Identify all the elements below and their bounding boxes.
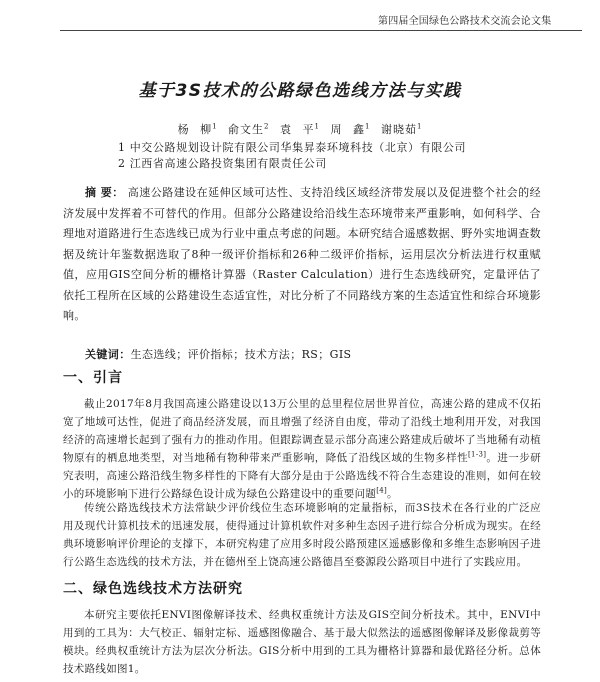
running-header: 第四届全国绿色公路技术交流会论文集 <box>378 16 552 27</box>
body-paragraph <box>63 395 541 503</box>
body-paragraph: 传统公路选线技术方法常缺少评价线位生态环境影响的定量指标，而3S技术在各行业的广泛应用及现代计算机技术的迅速发展，使得通过计算机软件对多种生态因子进行综合分析成为现实。在经典环境影响评价理论的支撑下，本研究构建了应用多时段公路预建区遥感影像和多维生态影响因子进行公路生态选线的技术方法，并在德州至上饶高速公路德昌至婺源段公路项目中进行了实践应用。 <box>63 502 541 568</box>
author-name: 袁 平 <box>280 123 315 136</box>
section-heading: 一、引言 <box>63 370 123 386</box>
section-heading: 二、绿色选线技术方法研究 <box>63 581 243 597</box>
abstract <box>63 183 541 327</box>
author-name: 谢晓茹 <box>380 123 417 136</box>
author-affil-mark: 2 <box>264 122 270 131</box>
header-divider <box>60 30 582 31</box>
author-affil-mark: 1 <box>314 122 320 131</box>
body-paragraph: 本研究主要依托ENVI图像解译技术、经典权重统计方法及GIS空间分析技术。其中，ENVI中用到的工具为：大气校正、辐射定标、遥感图像融合、基于最大似然法的遥感图像解译及影像裁剪等模块。经典权重统计方法为层次分析法。GIS分析中用到的工具为栅格计算器和最优路径分析。总体技术路线如图1。 <box>63 609 541 675</box>
affiliation: 2 江西省高速公路投资集团有限责任公司 <box>118 157 327 170</box>
author-name: 周 鑫 <box>330 123 365 136</box>
citation: [4] <box>376 486 388 495</box>
keywords <box>85 346 352 362</box>
author-name: 杨 柳 <box>177 123 213 136</box>
author-affil-mark: 1 <box>212 122 218 131</box>
paragraph-text: 。进一步研究表明，高速公路沿线生物多样性的下降有大部分是由于公路选线不符合生态建设的准则，如何在较小的环境影响下进行公路绿色设计成为绿色公路建设中的重要问题 <box>63 452 541 500</box>
affiliation: 1 中交公路规划设计院有限公司华集昇泰环境科技（北京）有限公司 <box>118 141 467 154</box>
paper-title: 基于3S技术的公路绿色选线方法与实践 <box>138 81 462 101</box>
abstract-label: 摘 要： <box>85 186 124 199</box>
author-affil-mark: 1 <box>416 122 423 131</box>
keywords-text: 生态选线；评价指标；技术方法；RS；GIS <box>130 348 352 361</box>
keywords-label: 关键词： <box>85 348 131 361</box>
author-name: 俞文生 <box>228 123 265 136</box>
paragraph-text: 截止2017年8月我国高速公路建设以13万公里的总里程位居世界首位，高速公路的建成不仅拓宽了地域可达性，促进了商品经济发展，而且增强了经济自由度，带动了沿线土地利用开发，对我国经济的高速增长起到了强有力的推动作用。但跟踪调查显示部分高速公路建成后破坏了当地稀有动植物原有的栖息地类型，对当地稀有物种带来严重影响，降低了沿线区域的生物多样性 <box>63 398 541 464</box>
paragraph-text: 。 <box>387 488 398 500</box>
author-affil-mark: 1 <box>364 122 371 131</box>
author-list <box>0 121 600 137</box>
abstract-text: 高速公路建设在延伸区域可达性、支持沿线区域经济带发展以及促进整个社会的经济发展中发挥着不可替代的作用。但部分公路建设给沿线生态环境带来严重影响，如何科学、合理地对道路进行生态选线已成为行业中重点考虑的问题。本研究结合遥感数据、野外实地调查数据及统计年鉴数据选取了8种一级评价指标和26种二级评价指标，运用层次分析法进行权重赋值，应用GIS空间分析的栅格计算器（Raster Calculation）进行生态选线研究，定量评估了依托工程所在区域的公路建设生态适宜性，对比分析了不同路线方案的生态适宜性和综合环境影响。 <box>63 186 541 322</box>
citation: [1-3] <box>468 450 487 459</box>
